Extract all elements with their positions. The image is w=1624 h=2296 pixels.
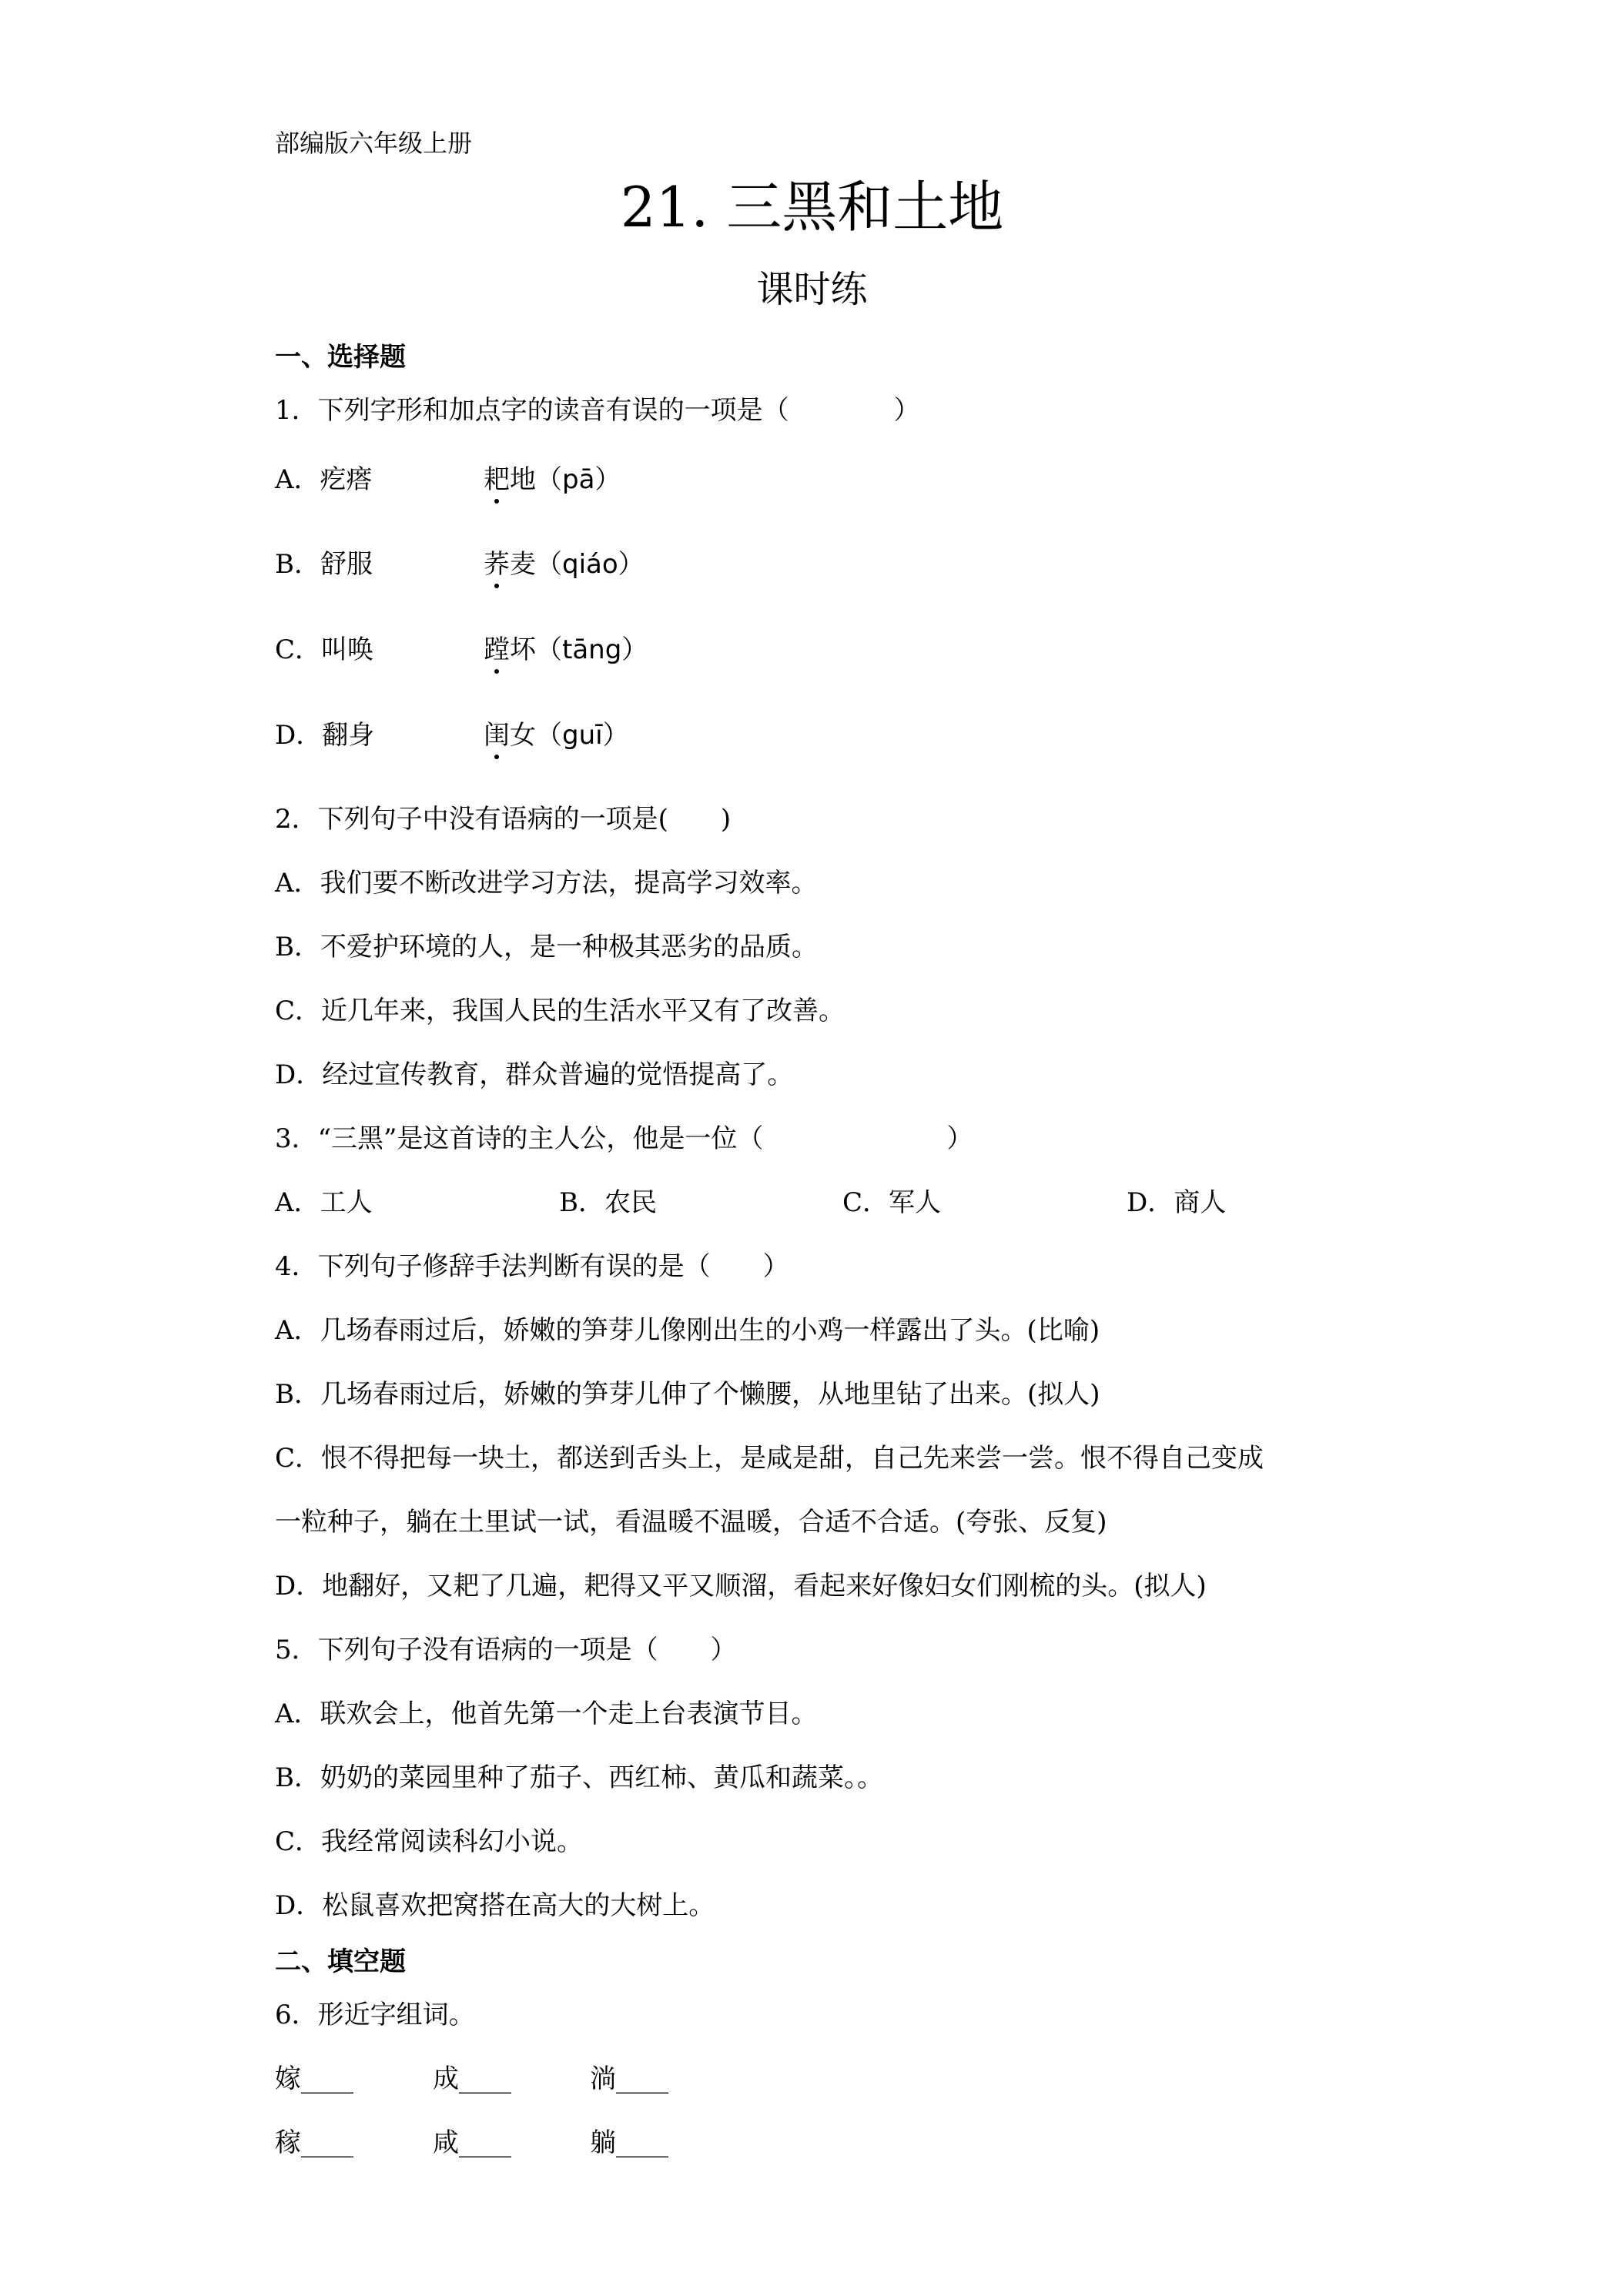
word-rest: 地（ xyxy=(510,464,562,495)
pinyin: guī xyxy=(562,720,603,751)
question-3-stem: 3．“三黑”是这首诗的主人公，他是一位（ ） xyxy=(275,1123,973,1154)
dotted-char: 耙 xyxy=(484,464,510,495)
q1-option-c-word xyxy=(484,634,648,665)
q6-blank-3: 淌____ xyxy=(590,2063,668,2094)
q2-option-b: B．不爱护环境的人，是一种极其恶劣的品质。 xyxy=(275,932,818,962)
close-paren: ） xyxy=(594,464,621,495)
q3-option-a: A．工人 xyxy=(275,1187,373,1218)
q1-option-a-label: A．疙瘩 xyxy=(275,464,373,495)
q1-option-b-word xyxy=(484,549,645,580)
close-paren: ） xyxy=(618,549,645,580)
q1-option-a-word xyxy=(484,464,621,495)
q6-blank-1: 嫁____ xyxy=(275,2063,353,2094)
q6-blank-2: 成____ xyxy=(433,2063,511,2094)
pinyin: tāng xyxy=(562,634,622,665)
q4-option-c: C．恨不得把每一块土，都送到舌头上，是咸是甜，自己先来尝一尝。恨不得自己变成 xyxy=(275,1443,1264,1474)
q1-option-d-label: D．翻身 xyxy=(275,720,375,751)
page-subtitle: 课时练 xyxy=(756,268,868,311)
question-2-stem: 2．下列句子中没有语病的一项是( ) xyxy=(275,804,732,835)
word-rest: 坏（ xyxy=(510,634,562,665)
q5-option-d: D．松鼠喜欢把窝搭在高大的大树上。 xyxy=(275,1890,715,1921)
q5-option-c: C．我经常阅读科幻小说。 xyxy=(275,1826,584,1857)
pinyin: pā xyxy=(562,464,595,495)
question-4-stem: 4．下列句子修辞手法判断有误的是（ ） xyxy=(275,1251,789,1282)
close-paren: ） xyxy=(621,634,648,665)
pinyin: qiáo xyxy=(562,549,618,580)
section-heading-choice: 一、选择题 xyxy=(275,342,406,373)
q5-option-a: A．联欢会上，他首先第一个走上台表演节目。 xyxy=(275,1699,818,1729)
q1-option-b-label: B．舒服 xyxy=(275,549,373,580)
q4-option-a: A．几场春雨过后，娇嫩的笋芽儿像刚出生的小鸡一样露出了头。(比喻) xyxy=(275,1315,1100,1346)
section-heading-fill: 二、填空题 xyxy=(275,1946,406,1977)
q3-option-c: C．军人 xyxy=(842,1187,942,1218)
q1-option-c-label: C．叫唤 xyxy=(275,634,374,665)
q3-option-b: B．农民 xyxy=(559,1187,657,1218)
dotted-char: 荞 xyxy=(484,549,510,580)
close-paren: ） xyxy=(602,720,629,751)
q6-blank-5: 咸____ xyxy=(433,2127,511,2158)
dotted-char: 闺 xyxy=(484,720,510,751)
q5-option-b: B．奶奶的菜园里种了茄子、西红柿、黄瓜和蔬菜。。 xyxy=(275,1762,883,1793)
q4-option-b: B．几场春雨过后，娇嫩的笋芽儿伸了个懒腰，从地里钻了出来。(拟人) xyxy=(275,1379,1100,1410)
question-5-stem: 5．下列句子没有语病的一项是（ ） xyxy=(275,1635,737,1665)
page-title: 21. 三黑和土地 xyxy=(620,175,1004,239)
q2-option-a: A．我们要不断改进学习方法，提高学习效率。 xyxy=(275,868,818,899)
q2-option-c: C．近几年来，我国人民的生活水平又有了改善。 xyxy=(275,996,845,1026)
q3-option-d: D．商人 xyxy=(1127,1187,1227,1218)
word-rest: 麦（ xyxy=(510,549,562,580)
q1-option-d-word xyxy=(484,720,629,751)
q6-blank-6: 躺____ xyxy=(590,2127,668,2158)
q4-option-c-continued: 一粒种子，躺在土里试一试，看温暖不温暖，合适不合适。(夸张、反复) xyxy=(275,1507,1107,1538)
q2-option-d: D．经过宣传教育，群众普遍的觉悟提高了。 xyxy=(275,1059,794,1090)
q6-blank-4: 稼____ xyxy=(275,2127,353,2158)
question-1-stem: 1．下列字形和加点字的读音有误的一项是（ ） xyxy=(275,395,920,426)
question-6-stem: 6．形近字组词。 xyxy=(275,2000,475,2030)
dotted-char: 蹚 xyxy=(484,634,510,665)
book-header: 部编版六年级上册 xyxy=(275,129,473,158)
q4-option-d: D．地翻好，又耙了几遍，耙得又平又顺溜，看起来好像妇女们刚梳的头。(拟人) xyxy=(275,1571,1207,1602)
word-rest: 女（ xyxy=(510,720,562,751)
